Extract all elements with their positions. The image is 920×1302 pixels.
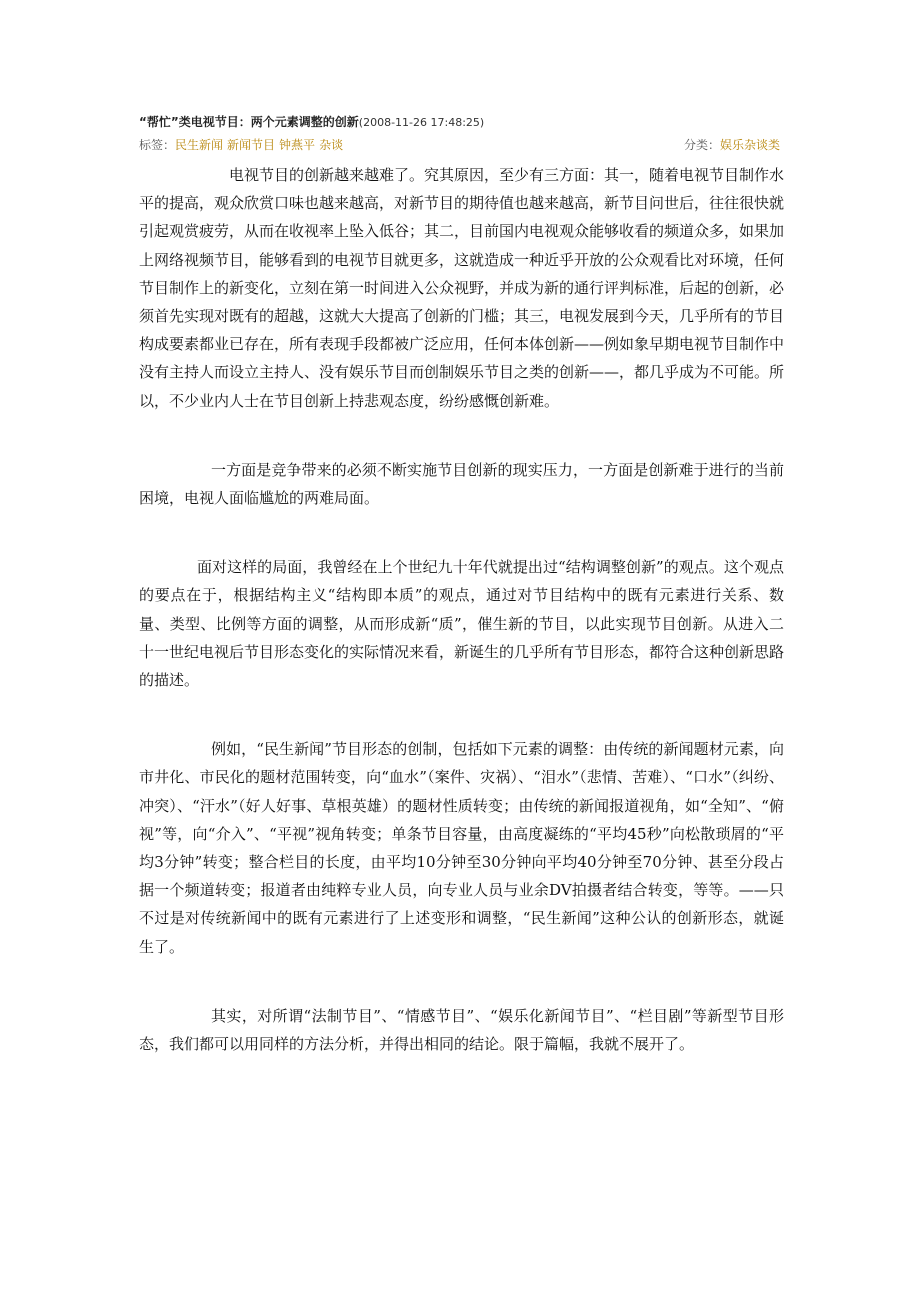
post-meta — [139, 135, 784, 155]
article-body — [139, 161, 784, 1058]
category-label: 分类： — [683, 138, 720, 152]
blog-post — [139, 112, 784, 1099]
post-date: (2008-11-26 17:48:25) — [358, 116, 485, 129]
tag-link[interactable]: 钟燕平 — [279, 138, 316, 152]
category-link[interactable]: 娱乐杂谈类 — [719, 138, 780, 152]
tags-label: 标签： — [139, 138, 176, 152]
paragraph: 例如，“民生新闻”节目形态的创制，包括如下元素的调整：由传统的新闻题材元素，向市井化、市民化的题材范围转变，向“血水”（案件、灾祸）、“泪水”（悲情、苦难）、“口水”（纠纷、冲突）、“汗水”（好人好事、草根英雄）的题材性质转变；由传统的新闻报道视角，如“全知”、“俯视”等，向“介入”、“平视”视角转变；单条节目容量，由高度凝练的“平均45秒”向松散琐屑的“平均3分钟”转变；整合栏目的长度，由平均10分钟至30分钟向平均40分钟至70分钟、甚至分段占据一个频道转变；报道者由纯粹专业人员，向专业人员与业余DV拍摄者结合转变，等等。——只不过是对传统新闻中的既有元素进行了上述变形和调整，“民生新闻”这种公认的创新形态，就诞生了。 — [139, 740, 784, 956]
tag-link[interactable]: 民生新闻 — [175, 138, 224, 152]
paragraph: 一方面是竞争带来的必须不断实施节目创新的现实压力，一方面是创新难于进行的当前困境，电视人面临尴尬的两难局面。 — [139, 460, 784, 508]
category-group — [684, 135, 784, 155]
tags-group — [139, 135, 347, 155]
tag-link[interactable]: 杂谈 — [319, 138, 344, 152]
paragraph: 面对这样的局面，我曾经在上个世纪九十年代就提出过“结构调整创新”的观点。这个观点的要点在于，根据结构主义“结构即本质”的观点，通过对节目结构中的既有元素进行关系、数量、类型、比例等方面的调整，从而形成新“质”，催生新的节目，以此实现节目创新。从进入二十一世纪电视后节目形态变化的实际情况来看，新诞生的几乎所有节目形态，都符合这种创新思路的描述。 — [139, 558, 785, 690]
paragraph: 其实，对所谓“法制节目”、“情感节目”、“娱乐化新闻节目”、“栏目剧”等新型节目形态，我们都可以用同样的方法分析，并得出相同的结论。限于篇幅，我就不展开了。 — [139, 1006, 784, 1054]
paragraph: 电视节目的创新越来越难了。究其原因，至少有三方面：其一，随着电视节目制作水平的提高，观众欣赏口味也越来越高，对新节目的期待值也越来越高，新节目问世后，往往很快就引起观赏疲劳，从而在收视率上坠入低谷；其二，目前国内电视观众能够收看的频道众多，如果加上网络视频节目，能够看到的电视节目就更多，这就造成一种近乎开放的公众观看比对环境，任何节目制作上的新变化，立刻在第一时间进入公众视野，并成为新的通行评判标准，后起的创新，必须首先实现对既有的超越，这就大大提高了创新的门槛；其三，电视发展到今天，几乎所有的节目构成要素都业已存在，所有表现手段都被广泛应用，任何本体创新——例如象早期电视节目制作中没有主持人而设立主持人、没有娱乐节目而创制娱乐节目之类的创新——，都几乎成为不可能。所以，不少业内人士在节目创新上持悲观态度，纷纷感慨创新难。 — [139, 166, 785, 410]
post-title-line — [139, 112, 784, 133]
post-title: “帮忙”类电视节目：两个元素调整的创新 — [139, 115, 359, 129]
tag-link[interactable]: 新闻节目 — [227, 138, 276, 152]
